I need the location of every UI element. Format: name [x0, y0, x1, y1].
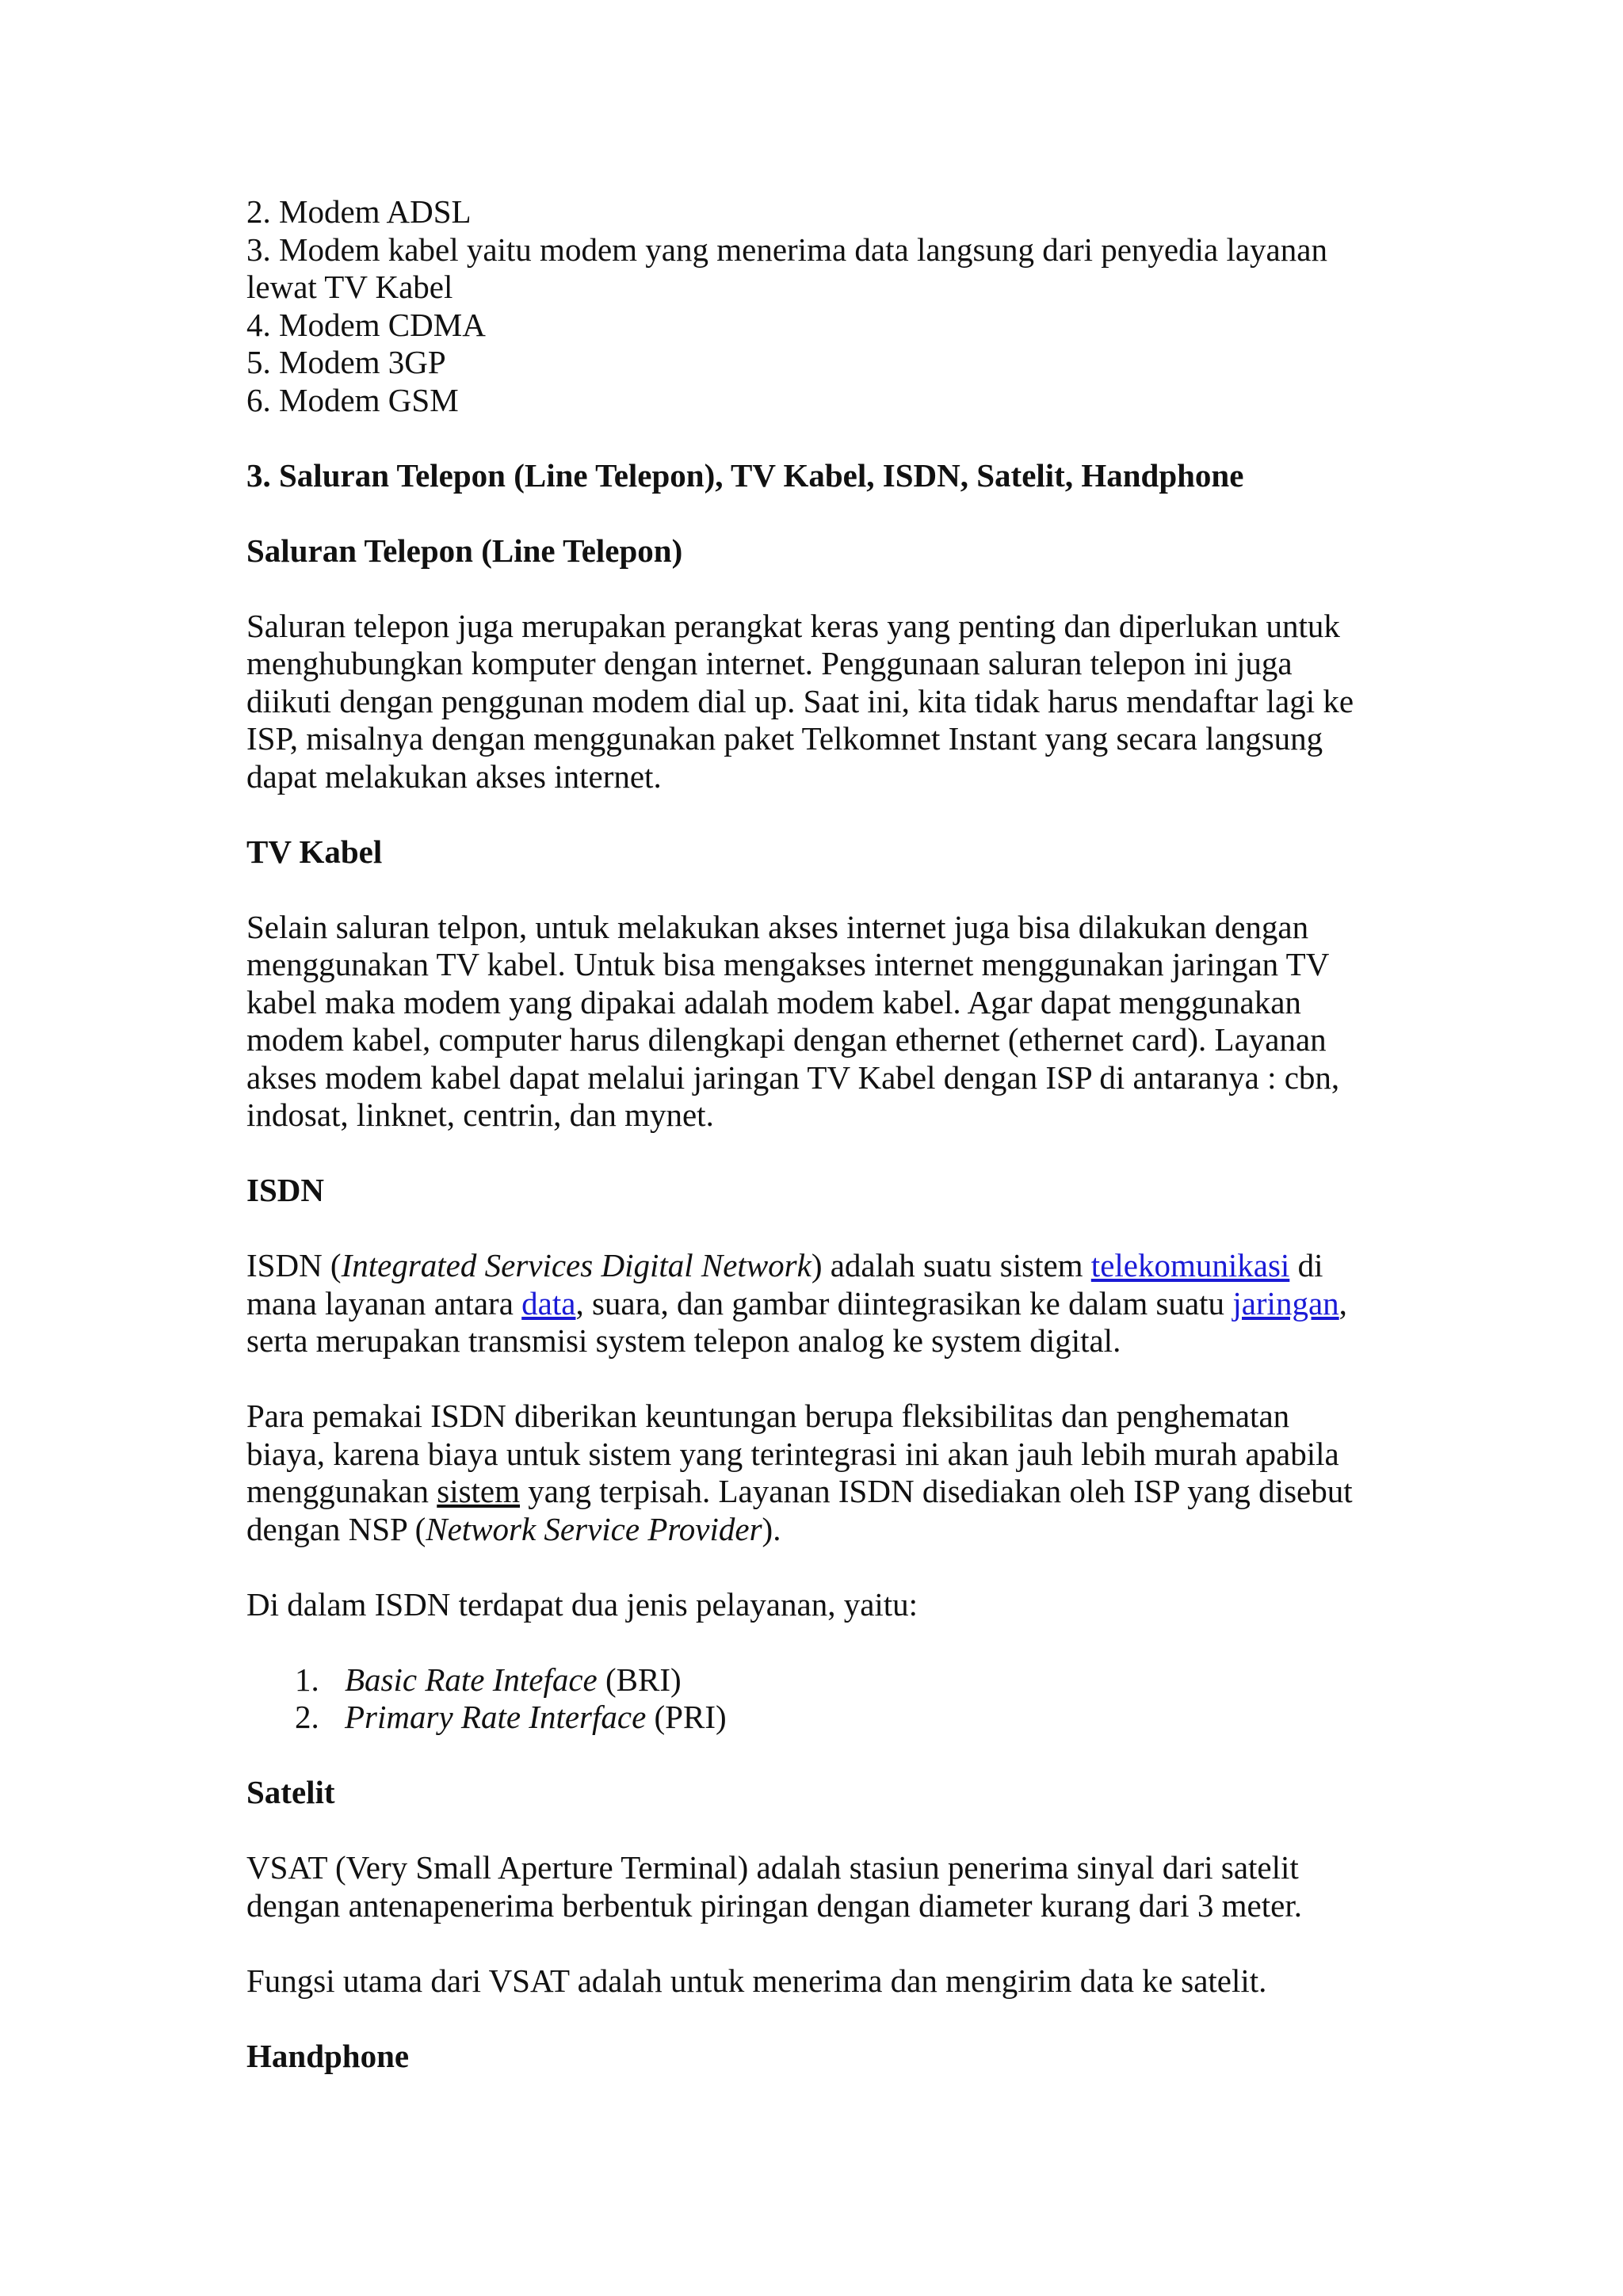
paragraph-line — [246, 1511, 1388, 1549]
text-run: menggunakan — [246, 1473, 437, 1509]
list-item — [246, 1699, 1388, 1737]
modem-list-item: 4. Modem CDMA — [246, 306, 486, 343]
text-run: di — [1289, 1247, 1323, 1283]
italic-term: Network Service Provider — [426, 1510, 762, 1547]
list-number: 2. — [295, 1699, 319, 1735]
paragraph-line: menghubungkan komputer dengan internet. Penggunaan saluran telepon ini juga — [246, 645, 1293, 681]
list-item — [246, 1661, 1388, 1699]
italic-term: Basic Rate Inteface — [345, 1661, 598, 1698]
paragraph-line: serta merupakan transmisi system telepon analog ke system digital. — [246, 1322, 1121, 1359]
text-run: (BRI) — [597, 1661, 682, 1698]
paragraph-line: VSAT (Very Small Aperture Terminal) adalah stasiun penerima sinyal dari satelit — [246, 1849, 1299, 1886]
paragraph-line: Saluran telepon juga merupakan perangkat keras yang penting dan diperlukan untuk — [246, 607, 1340, 644]
satelit-heading: Satelit — [246, 1774, 335, 1810]
text-run: , suara, dan gambar diintegrasikan ke dalam suatu — [575, 1284, 1233, 1322]
paragraph-line: Selain saluran telpon, untuk melakukan akses internet juga bisa dilakukan dengan — [246, 908, 1309, 945]
text-run: , — [1338, 1284, 1347, 1322]
paragraph-line: menggunakan TV kabel. Untuk bisa mengakses internet menggunakan jaringan TV — [246, 946, 1330, 982]
paragraph-line: diikuti dengan penggunan modem dial up. Saat ini, kita tidak harus mendaftar lagi ke — [246, 682, 1354, 719]
modem-list — [246, 193, 1388, 419]
paragraph-line: ISP, misalnya dengan menggunakan paket Telkomnet Instant yang secara langsung — [246, 720, 1323, 757]
paragraph-line: Para pemakai ISDN diberikan keuntungan berupa fleksibilitas dan penghematan — [246, 1398, 1290, 1434]
modem-list-item: lewat TV Kabel — [246, 269, 453, 305]
document-page — [246, 193, 1388, 2075]
list-text — [345, 1699, 727, 1737]
paragraph-line — [246, 1473, 1388, 1511]
link-telekomunikasi[interactable]: telekomunikasi — [1090, 1247, 1290, 1283]
paragraph-line: biaya, karena biaya untuk sistem yang terintegrasi ini akan jauh lebih murah apabila — [246, 1435, 1339, 1472]
text-run: (PRI) — [646, 1699, 727, 1735]
link-data[interactable]: data — [521, 1284, 576, 1322]
tv-kabel-paragraph — [246, 909, 1388, 1135]
paragraph-line: indosat, linknet, centrin, dan mynet. — [246, 1097, 714, 1133]
isdn-benefit-paragraph — [246, 1398, 1388, 1548]
modem-list-item: 6. Modem GSM — [246, 381, 459, 418]
paragraph-line — [246, 1285, 1388, 1323]
section-heading: 3. Saluran Telepon (Line Telepon), TV Kabel, ISDN, Satelit, Handphone — [246, 456, 1244, 494]
link-jaringan[interactable]: jaringan — [1232, 1284, 1339, 1322]
paragraph-line: dapat melakukan akses internet. — [246, 757, 662, 795]
saluran-telepon-paragraph — [246, 608, 1388, 796]
handphone-heading: Handphone — [246, 2037, 410, 2074]
isdn-heading: ISDN — [246, 1172, 324, 1208]
underlined-term: sistem — [437, 1473, 521, 1509]
text-run: yang terpisah. Layanan ISDN disediakan oleh ISP yang disebut — [520, 1473, 1353, 1509]
satelit-paragraph — [246, 1849, 1388, 1924]
text-run: ) adalah suatu sistem — [811, 1247, 1091, 1283]
text-run: ISDN ( — [246, 1247, 342, 1283]
satelit-function-paragraph: Fungsi utama dari VSAT adalah untuk menerima dan mengirim data ke satelit. — [246, 1962, 1267, 1999]
isdn-services-list — [246, 1661, 1388, 1737]
paragraph-line: dengan antenapenerima berbentuk piringan dengan diameter kurang dari 3 meter. — [246, 1886, 1302, 1924]
modem-list-item: 5. Modem 3GP — [246, 344, 446, 380]
text-run: mana layanan antara — [246, 1284, 522, 1322]
paragraph-line — [246, 1247, 1388, 1285]
text-run: ). — [762, 1510, 781, 1547]
isdn-services-intro: Di dalam ISDN terdapat dua jenis pelayanan, yaitu: — [246, 1585, 918, 1623]
italic-term: Integrated Services Digital Network — [341, 1247, 812, 1283]
modem-list-item: 2. Modem ADSL — [246, 193, 472, 230]
paragraph-line: modem kabel, computer harus dilengkapi dengan ethernet (ethernet card). Layanan — [246, 1021, 1327, 1058]
list-text — [345, 1661, 682, 1699]
text-run: dengan NSP ( — [246, 1510, 426, 1547]
paragraph-line: kabel maka modem yang dipakai adalah modem kabel. Agar dapat menggunakan — [246, 983, 1301, 1020]
isdn-definition-paragraph — [246, 1247, 1388, 1360]
paragraph-line: akses modem kabel dapat melalui jaringan TV Kabel dengan ISP di antaranya : cbn, — [246, 1058, 1340, 1096]
tv-kabel-heading: TV Kabel — [246, 833, 383, 870]
saluran-telepon-heading: Saluran Telepon (Line Telepon) — [246, 532, 683, 569]
modem-list-item: 3. Modem kabel yaitu modem yang menerima data langsung dari penyedia layanan — [246, 231, 1327, 268]
italic-term: Primary Rate Interface — [345, 1699, 647, 1735]
list-number: 1. — [295, 1661, 319, 1698]
